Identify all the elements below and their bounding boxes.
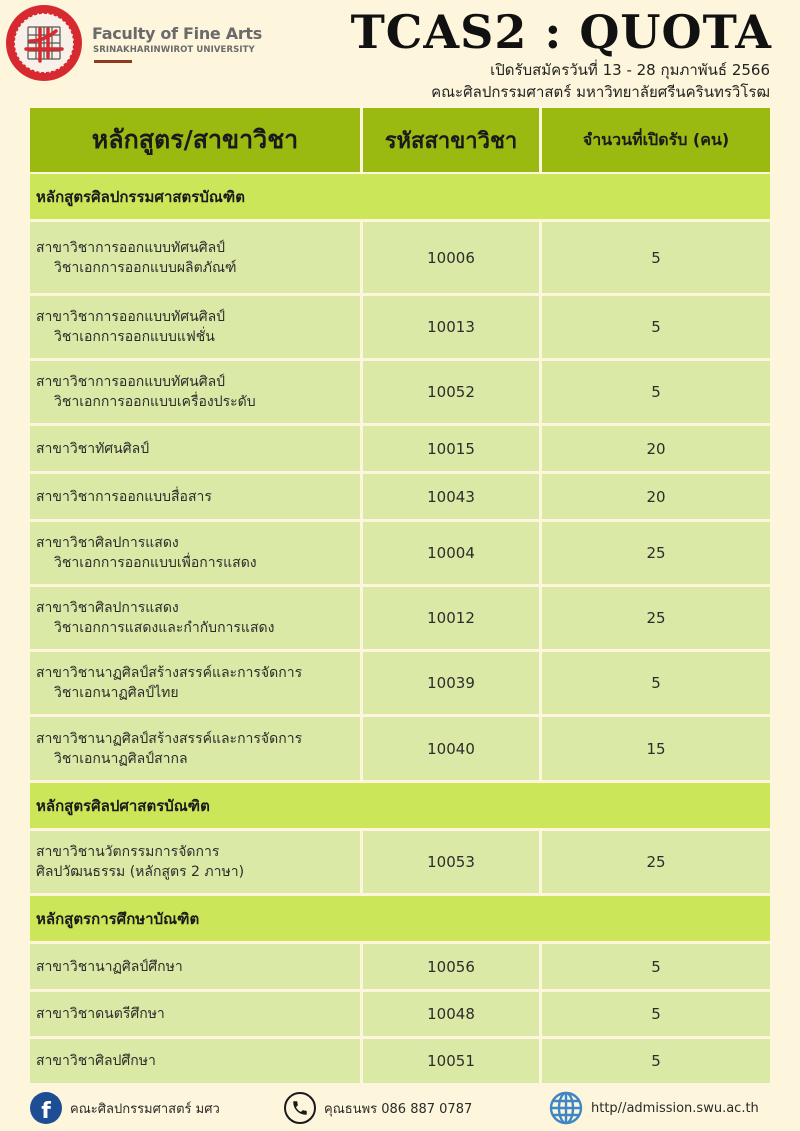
table-row — [30, 944, 770, 989]
logo-grid-icon — [22, 21, 66, 65]
program-code: 10056 — [363, 944, 539, 989]
section-header: หลักสูตรศิลปกรรมศาสตรบัณฑิต — [30, 174, 770, 219]
program-name: สาขาวิชาศิลปการแสดง — [36, 600, 179, 616]
program-name: สาขาวิชาการออกแบบทัศนศิลป์ — [36, 309, 226, 325]
table-row — [30, 474, 770, 519]
major-name: ศิลปวัฒนธรรม (หลักสูตร 2 ภาษา) — [36, 864, 245, 880]
column-header-program: หลักสูตร/สาขาวิชา — [30, 108, 360, 172]
program-name: สาขาวิชาทัศนศิลป์ — [36, 440, 150, 457]
table-row — [30, 361, 770, 423]
seat-count: 15 — [542, 717, 770, 780]
facebook-link[interactable] — [30, 1090, 220, 1126]
table-row — [30, 1039, 770, 1083]
phone-contact[interactable] — [284, 1090, 472, 1126]
table-row — [30, 296, 770, 358]
table-row — [30, 992, 770, 1036]
program-code: 10048 — [363, 992, 539, 1036]
program-code: 10039 — [363, 652, 539, 714]
website-label: http//admission.swu.ac.th — [591, 1100, 759, 1116]
program-name: สาขาวิชานาฏศิลป์สร้างสรรค์และการจัดการ — [36, 730, 303, 747]
program-name: สาขาวิชาศิลปศึกษา — [36, 1053, 156, 1069]
program-name: สาขาวิชาการออกแบบทัศนศิลป์ — [36, 374, 226, 390]
table-header-row — [30, 108, 770, 172]
page-title: TCAS2 : QUOTA — [350, 5, 772, 59]
seat-count: 5 — [542, 296, 770, 358]
faculty-logo — [6, 5, 82, 81]
brand-divider — [94, 60, 132, 63]
seat-count: 25 — [542, 522, 770, 584]
program-code: 10052 — [363, 361, 539, 423]
program-code: 10004 — [363, 522, 539, 584]
table-row — [30, 831, 770, 893]
major-name: วิชาเอกการแสดงและกำกับการแสดง — [54, 620, 275, 636]
program-code: 10043 — [363, 474, 539, 519]
table-row — [30, 652, 770, 714]
program-name: สาขาวิชาศิลปการแสดง — [36, 535, 179, 551]
table-row — [30, 522, 770, 584]
seat-count: 20 — [542, 474, 770, 519]
facebook-label: คณะศิลปกรรมศาสตร์ มศว — [70, 1101, 220, 1117]
major-name: วิชาเอกการออกแบบผลิตภัณฑ์ — [54, 259, 237, 276]
major-name: วิชาเอกนาฏศิลป์สากล — [54, 750, 188, 767]
contact-footer — [0, 1090, 800, 1126]
program-name: สาขาวิชานาฏศิลป์สร้างสรรค์และการจัดการ — [36, 665, 303, 681]
seat-count: 5 — [542, 944, 770, 989]
program-code: 10013 — [363, 296, 539, 358]
major-name: วิชาเอกการออกแบบเครื่องประดับ — [54, 394, 256, 410]
seat-count: 5 — [542, 361, 770, 423]
major-name: วิชาเอกการออกแบบเพื่อการแสดง — [54, 555, 257, 571]
application-dates: เปิดรับสมัครวันที่ 13 - 28 กุมภาพันธ์ 2566 — [490, 61, 770, 79]
seat-count: 25 — [542, 587, 770, 649]
program-code: 10012 — [363, 587, 539, 649]
major-name: วิชาเอกการออกแบบแฟชั่น — [54, 329, 215, 345]
program-code: 10051 — [363, 1039, 539, 1083]
section-header: หลักสูตรการศึกษาบัณฑิต — [30, 896, 770, 941]
program-code: 10040 — [363, 717, 539, 780]
column-header-seats: จำนวนที่เปิดรับ (คน) — [542, 108, 770, 172]
phone-label: คุณธนพร 086 887 0787 — [324, 1101, 473, 1117]
seat-count: 5 — [542, 222, 770, 293]
seat-count: 5 — [542, 652, 770, 714]
program-code: 10006 — [363, 222, 539, 293]
table-row — [30, 222, 770, 293]
table-row — [30, 426, 770, 471]
table-row — [30, 587, 770, 649]
website-link[interactable] — [549, 1090, 759, 1126]
program-name: สาขาวิชานวัตกรรมการจัดการ — [36, 844, 220, 860]
facebook-icon: f — [30, 1092, 62, 1124]
program-name: สาขาวิชาการออกแบบสื่อสาร — [36, 488, 212, 505]
program-name: สาขาวิชาการออกแบบทัศนศิลป์ — [36, 239, 226, 256]
seat-count: 25 — [542, 831, 770, 893]
section-header: หลักสูตรศิลปศาสตรบัณฑิต — [30, 783, 770, 828]
seat-count: 20 — [542, 426, 770, 471]
faculty-university: คณะศิลปกรรมศาสตร์ มหาวิทยาลัยศรีนครินทรวิโรฒ — [431, 83, 770, 101]
program-name: สาขาวิชาดนตรีศึกษา — [36, 1006, 165, 1022]
brand-name: Faculty of Fine Arts — [92, 24, 262, 43]
table-row — [30, 717, 770, 780]
phone-icon — [284, 1092, 316, 1124]
brand-university: SRINAKHARINWIROT UNIVERSITY — [93, 45, 255, 55]
program-code: 10053 — [363, 831, 539, 893]
column-header-code: รหัสสาขาวิชา — [363, 108, 539, 172]
program-name: สาขาวิชานาฏศิลป์ศึกษา — [36, 958, 183, 975]
seat-count: 5 — [542, 992, 770, 1036]
major-name: วิชาเอกนาฏศิลป์ไทย — [54, 685, 179, 701]
globe-icon — [549, 1091, 583, 1125]
program-code: 10015 — [363, 426, 539, 471]
seat-count: 5 — [542, 1039, 770, 1083]
